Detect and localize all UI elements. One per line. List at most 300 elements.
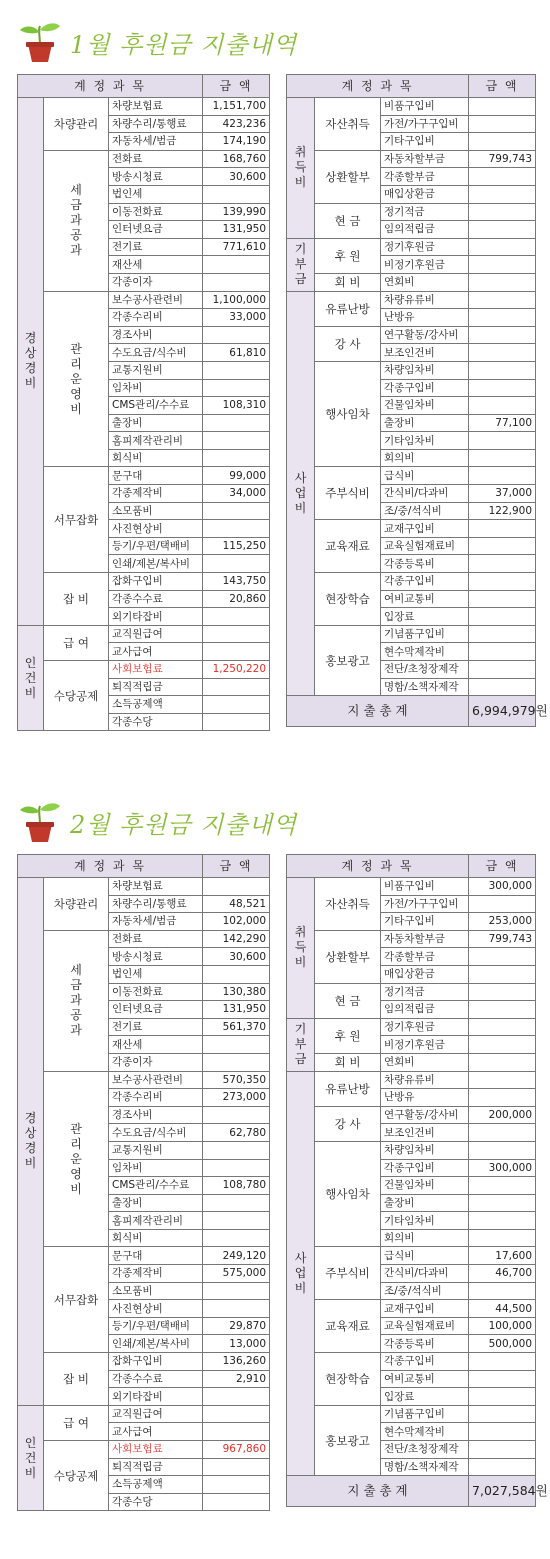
subcategory-label: 급 여	[44, 625, 109, 660]
amount-cell	[203, 432, 270, 450]
amount-cell: 139,990	[203, 203, 270, 221]
item-label: 조/중/석식비	[381, 502, 469, 520]
amount-cell	[469, 678, 536, 696]
header-amount: 금 액	[469, 75, 536, 98]
subcategory-label: 홍보광고	[315, 1405, 381, 1475]
subcategory-label: 현 금	[315, 203, 381, 238]
item-label: 기념품구입비	[381, 1405, 469, 1423]
subcategory-label: 강 사	[315, 1106, 381, 1141]
item-label: 기타구입비	[381, 913, 469, 931]
amount-cell: 300,000	[469, 878, 536, 896]
amount-cell	[203, 1229, 270, 1247]
item-label: 인터넷요금	[109, 1001, 203, 1019]
item-label: 정기적금	[381, 983, 469, 1001]
amount-cell	[469, 1177, 536, 1195]
item-label: 차량유류비	[381, 291, 469, 309]
item-label: 자동차세/범금	[109, 133, 203, 151]
amount-cell	[203, 608, 270, 626]
table-row	[18, 1353, 270, 1371]
table-row	[287, 467, 536, 485]
table-row	[287, 1106, 536, 1124]
header-amount: 금 액	[469, 855, 536, 878]
amount-cell	[469, 1018, 536, 1036]
item-label: 간식비/다과비	[381, 1265, 469, 1283]
item-label: 여비교통비	[381, 1370, 469, 1388]
subcategory-label: 행사임차	[315, 361, 381, 467]
item-label: 사진현상비	[109, 520, 203, 538]
table-row	[18, 625, 270, 643]
amount-cell	[469, 1053, 536, 1071]
amount-cell	[203, 643, 270, 661]
item-label: 소득공제액	[109, 1476, 203, 1494]
subcategory-label: 유류난방	[315, 291, 381, 326]
amount-cell	[469, 590, 536, 608]
group-label: 인 건 비	[18, 625, 44, 731]
subcategory-label: 자산취득	[315, 878, 381, 931]
item-label: 홈피제작관리비	[109, 432, 203, 450]
amount-cell	[469, 555, 536, 573]
amount-cell	[203, 625, 270, 643]
subcategory-label: 세 금 과 공 과	[44, 930, 109, 1071]
item-label-highlight: 사회보험료	[109, 661, 203, 679]
amount-cell: 799,743	[469, 150, 536, 168]
item-label: 매입상환금	[381, 185, 469, 203]
item-label: 현수막제작비	[381, 1423, 469, 1441]
table-row	[287, 1405, 536, 1423]
item-label: 사진현상비	[109, 1300, 203, 1318]
item-label: 각종수수료	[109, 1370, 203, 1388]
plant-pot-icon	[18, 800, 64, 844]
item-label: 이동전화료	[109, 983, 203, 1001]
amount-cell	[203, 256, 270, 274]
item-label: 회의비	[381, 1229, 469, 1247]
item-label: 임의적립금	[381, 221, 469, 239]
item-label: 재산세	[109, 256, 203, 274]
item-label: 교통지원비	[109, 1141, 203, 1159]
header-account: 계 정 과 목	[287, 855, 469, 878]
table-row	[18, 661, 270, 679]
amount-cell: 1,100,000	[203, 291, 270, 309]
amount-cell	[469, 983, 536, 1001]
item-label: 잡화구입비	[109, 1353, 203, 1371]
item-label: 차량수리/통행료	[109, 115, 203, 133]
amount-cell	[469, 221, 536, 239]
table-row	[287, 326, 536, 344]
table-row	[287, 291, 536, 309]
amount-cell	[469, 309, 536, 327]
item-label: 임차비	[109, 379, 203, 397]
item-label: 차량임차비	[381, 1141, 469, 1159]
total-row	[287, 696, 536, 727]
item-label: 차량유류비	[381, 1071, 469, 1089]
amount-cell	[203, 502, 270, 520]
group-label: 기 부 금	[287, 1018, 315, 1071]
amount-cell	[469, 1353, 536, 1371]
item-label: 각종할부금	[381, 168, 469, 186]
group-label: 사 업 비	[287, 1071, 315, 1476]
amount-cell	[203, 1423, 270, 1441]
header-amount: 금 액	[203, 75, 270, 98]
item-label: 차량임차비	[381, 361, 469, 379]
item-label: 입장료	[381, 608, 469, 626]
amount-cell	[469, 1458, 536, 1476]
amount-cell	[203, 1053, 270, 1071]
table-row	[287, 1300, 536, 1318]
item-label: 급식비	[381, 1247, 469, 1265]
amount-cell	[469, 467, 536, 485]
item-label: 명함/소책자제작	[381, 678, 469, 696]
item-label: 회의비	[381, 449, 469, 467]
item-label: 비정기후원금	[381, 256, 469, 274]
amount-cell	[203, 449, 270, 467]
item-label: 비정기후원금	[381, 1036, 469, 1054]
amount-cell	[469, 608, 536, 626]
amount-cell	[469, 379, 536, 397]
item-label: 연회비	[381, 273, 469, 291]
amount-cell	[203, 1282, 270, 1300]
amount-cell: 500,000	[469, 1335, 536, 1353]
amount-cell: 249,120	[203, 1247, 270, 1265]
header-account: 계 정 과 목	[18, 855, 203, 878]
subcategory-label: 차량관리	[44, 878, 109, 931]
amount-cell	[203, 696, 270, 714]
amount-cell: 168,760	[203, 150, 270, 168]
item-label: 인쇄/제본/복사비	[109, 555, 203, 573]
item-label: 전단/초청장제작	[381, 1441, 469, 1459]
item-label: 자동차세/범금	[109, 913, 203, 931]
amount-cell	[469, 361, 536, 379]
amount-cell: 20,860	[203, 590, 270, 608]
subcategory-label: 주부식비	[315, 467, 381, 520]
item-label: 출장비	[109, 414, 203, 432]
item-label: 법인세	[109, 965, 203, 983]
item-label: 등기/우편/택배비	[109, 1317, 203, 1335]
amount-cell: 131,950	[203, 221, 270, 239]
amount-cell: 122,900	[469, 502, 536, 520]
section-february	[0, 782, 550, 1559]
group-label: 인 건 비	[18, 1405, 44, 1511]
subcategory-label: 잡 비	[44, 1353, 109, 1406]
item-label: 가전/가구구입비	[381, 115, 469, 133]
amount-cell: 77,100	[469, 414, 536, 432]
amount-cell: 143,750	[203, 573, 270, 591]
amount-cell	[469, 256, 536, 274]
item-label: 수도요금/식수비	[109, 344, 203, 362]
amount-cell	[469, 1036, 536, 1054]
table-row	[287, 983, 536, 1001]
amount-cell	[203, 326, 270, 344]
amount-cell: 100,000	[469, 1317, 536, 1335]
amount-cell: 33,000	[203, 309, 270, 327]
table-row	[287, 878, 536, 896]
amount-cell: 136,260	[203, 1353, 270, 1371]
amount-cell	[469, 115, 536, 133]
amount-cell: 300,000	[469, 1159, 536, 1177]
item-label: 교사급여	[109, 1423, 203, 1441]
subcategory-label: 후 원	[315, 238, 381, 273]
item-label: 교육실험재료비	[381, 537, 469, 555]
table-row	[287, 1353, 536, 1371]
subcategory-label: 자산취득	[315, 98, 381, 151]
group-label: 취 득 비	[287, 98, 315, 239]
item-label: 매입상환금	[381, 965, 469, 983]
item-label: 기타임차비	[381, 432, 469, 450]
item-label: 자동차할부금	[381, 150, 469, 168]
expense-table-right	[286, 74, 548, 727]
amount-cell	[203, 878, 270, 896]
amount-cell	[469, 98, 536, 116]
section-title	[18, 800, 297, 844]
item-label: 간식비/다과비	[381, 485, 469, 503]
amount-cell: 131,950	[203, 1001, 270, 1019]
amount-cell	[469, 397, 536, 415]
amount-cell: 200,000	[469, 1106, 536, 1124]
amount-cell	[203, 273, 270, 291]
amount-cell	[203, 1388, 270, 1406]
table-row	[18, 467, 270, 485]
item-label: 보조인건비	[381, 1124, 469, 1142]
item-label: 법인세	[109, 185, 203, 203]
subcategory-label: 관 리 운 영 비	[44, 291, 109, 467]
amount-cell: 37,000	[469, 485, 536, 503]
item-label: 차량보험료	[109, 98, 203, 116]
amount-cell: 771,610	[203, 238, 270, 256]
table-row	[18, 1441, 270, 1459]
amount-cell	[469, 449, 536, 467]
table-header	[287, 855, 536, 878]
amount-cell	[469, 661, 536, 679]
item-label: 연구활동/강사비	[381, 1106, 469, 1124]
amount-cell	[469, 1405, 536, 1423]
page-title: 1월 후원금 지출내역	[70, 30, 297, 59]
item-label: 난방유	[381, 309, 469, 327]
subcategory-label: 현장학습	[315, 1353, 381, 1406]
item-label: 급식비	[381, 467, 469, 485]
amount-cell: 1,151,700	[203, 98, 270, 116]
item-label: 방송시청료	[109, 168, 203, 186]
amount-cell: 2,910	[203, 1370, 270, 1388]
subcategory-label: 현 금	[315, 983, 381, 1018]
item-label: 각종제작비	[109, 485, 203, 503]
table-row	[287, 361, 536, 379]
amount-cell	[203, 520, 270, 538]
amount-cell	[469, 185, 536, 203]
table-row	[287, 203, 536, 221]
item-label: 홈피제작관리비	[109, 1212, 203, 1230]
item-label: 각종제작비	[109, 1265, 203, 1283]
amount-cell	[469, 573, 536, 591]
item-label: 건물임차비	[381, 1177, 469, 1195]
amount-cell	[469, 1141, 536, 1159]
item-label: 각종수수료	[109, 590, 203, 608]
amount-cell	[469, 965, 536, 983]
item-label: 교재구입비	[381, 520, 469, 538]
amount-cell: 115,250	[203, 537, 270, 555]
subcategory-label: 교육재료	[315, 520, 381, 573]
item-label: 보수공사관련비	[109, 1071, 203, 1089]
table-row	[287, 273, 536, 291]
amount-cell	[469, 625, 536, 643]
expense-table-left	[17, 854, 270, 1511]
item-label: CMS관리/수수료	[109, 397, 203, 415]
subcategory-label: 회 비	[315, 1053, 381, 1071]
subcategory-label: 잡 비	[44, 573, 109, 626]
table-row	[287, 625, 536, 643]
item-label: 소모품비	[109, 1282, 203, 1300]
amount-cell: 130,380	[203, 983, 270, 1001]
header-account: 계 정 과 목	[287, 75, 469, 98]
subcategory-label: 유류난방	[315, 1071, 381, 1106]
amount-cell	[203, 1458, 270, 1476]
amount-cell-highlight: 1,250,220	[203, 661, 270, 679]
item-label: 조/중/석식비	[381, 1282, 469, 1300]
amount-cell	[203, 1106, 270, 1124]
item-label: 명함/소책자제작	[381, 1458, 469, 1476]
amount-cell	[469, 291, 536, 309]
amount-cell	[203, 379, 270, 397]
subcategory-label: 급 여	[44, 1405, 109, 1440]
amount-cell	[469, 1370, 536, 1388]
item-label: 경조사비	[109, 326, 203, 344]
item-label: 외기타잡비	[109, 608, 203, 626]
item-label: 현수막제작비	[381, 643, 469, 661]
item-label: 전화료	[109, 930, 203, 948]
amount-cell: 99,000	[203, 467, 270, 485]
amount-cell: 253,000	[469, 913, 536, 931]
total-row	[287, 1476, 536, 1507]
item-label: 경조사비	[109, 1106, 203, 1124]
item-label: 각종수당	[109, 1493, 203, 1511]
group-label: 사 업 비	[287, 291, 315, 696]
item-label: 자동차할부금	[381, 930, 469, 948]
item-label: CMS관리/수수료	[109, 1177, 203, 1195]
table-row	[18, 1071, 270, 1089]
item-label: 잡화구입비	[109, 573, 203, 591]
subcategory-label: 관 리 운 영 비	[44, 1071, 109, 1247]
item-label: 건물임차비	[381, 397, 469, 415]
item-label: 차량보험료	[109, 878, 203, 896]
expense-table-left	[17, 74, 270, 731]
table-header	[18, 855, 270, 878]
item-label: 연구활동/강사비	[381, 326, 469, 344]
item-label: 임의적립금	[381, 1001, 469, 1019]
table-header	[18, 75, 270, 98]
amount-cell	[469, 948, 536, 966]
item-label: 등기/우편/택배비	[109, 537, 203, 555]
subcategory-label: 강 사	[315, 326, 381, 361]
item-label: 인쇄/제본/복사비	[109, 1335, 203, 1353]
amount-cell	[469, 238, 536, 256]
amount-cell	[203, 1493, 270, 1511]
item-label: 전화료	[109, 150, 203, 168]
item-label: 각종수리비	[109, 1089, 203, 1107]
item-label: 이동전화료	[109, 203, 203, 221]
item-label: 비품구입비	[381, 878, 469, 896]
group-label: 경 상 경 비	[18, 878, 44, 1406]
table-row	[18, 930, 270, 948]
amount-cell	[469, 1071, 536, 1089]
item-label: 퇴직적립금	[109, 678, 203, 696]
amount-cell	[203, 713, 270, 731]
amount-cell	[469, 1282, 536, 1300]
table-row	[287, 150, 536, 168]
table-header	[287, 75, 536, 98]
amount-cell	[469, 1212, 536, 1230]
amount-cell	[203, 965, 270, 983]
item-label: 보조인건비	[381, 344, 469, 362]
item-label: 재산세	[109, 1036, 203, 1054]
amount-cell: 46,700	[469, 1265, 536, 1283]
amount-cell	[203, 555, 270, 573]
group-label: 기 부 금	[287, 238, 315, 291]
table-row	[18, 98, 270, 116]
item-label: 교육실험재료비	[381, 1317, 469, 1335]
subcategory-label: 상환할부	[315, 150, 381, 203]
table-row	[18, 291, 270, 309]
amount-cell	[469, 1124, 536, 1142]
subcategory-label: 상환할부	[315, 930, 381, 983]
table-row	[287, 1141, 536, 1159]
item-label: 정기후원금	[381, 238, 469, 256]
item-label: 전기료	[109, 1018, 203, 1036]
amount-cell	[203, 1194, 270, 1212]
amount-cell: 561,370	[203, 1018, 270, 1036]
item-label: 출장비	[381, 414, 469, 432]
amount-cell	[203, 1212, 270, 1230]
amount-cell: 17,600	[469, 1247, 536, 1265]
amount-cell	[469, 133, 536, 151]
item-label: 정기적금	[381, 203, 469, 221]
amount-cell: 142,290	[203, 930, 270, 948]
amount-cell	[469, 1441, 536, 1459]
table-row	[18, 150, 270, 168]
amount-cell: 570,350	[203, 1071, 270, 1089]
expense-table-right	[286, 854, 548, 1507]
page-title: 2월 후원금 지출내역	[70, 810, 297, 839]
item-label: 문구대	[109, 1247, 203, 1265]
item-label: 기타임차비	[381, 1212, 469, 1230]
item-label: 입장료	[381, 1388, 469, 1406]
amount-cell	[203, 1036, 270, 1054]
amount-cell	[469, 1089, 536, 1107]
amount-cell: 423,236	[203, 115, 270, 133]
amount-cell: 108,310	[203, 397, 270, 415]
amount-cell: 13,000	[203, 1335, 270, 1353]
amount-cell: 102,000	[203, 913, 270, 931]
item-label: 비품구입비	[381, 98, 469, 116]
item-label: 수도요금/식수비	[109, 1124, 203, 1142]
amount-cell	[469, 1423, 536, 1441]
amount-cell: 30,600	[203, 168, 270, 186]
table-row	[18, 1405, 270, 1423]
subcategory-label: 수당공제	[44, 661, 109, 731]
item-label: 여비교통비	[381, 590, 469, 608]
group-label: 경 상 경 비	[18, 98, 44, 626]
subcategory-label: 교육재료	[315, 1300, 381, 1353]
table-row	[287, 238, 536, 256]
total-value: 6,994,979원	[469, 696, 536, 727]
item-label: 교통지원비	[109, 361, 203, 379]
amount-cell	[203, 414, 270, 432]
subcategory-label: 회 비	[315, 273, 381, 291]
amount-cell: 61,810	[203, 344, 270, 362]
subcategory-label: 후 원	[315, 1018, 381, 1053]
item-label: 회식비	[109, 449, 203, 467]
item-label: 소모품비	[109, 502, 203, 520]
amount-cell: 30,600	[203, 948, 270, 966]
amount-cell: 108,780	[203, 1177, 270, 1195]
item-label: 출장비	[109, 1194, 203, 1212]
